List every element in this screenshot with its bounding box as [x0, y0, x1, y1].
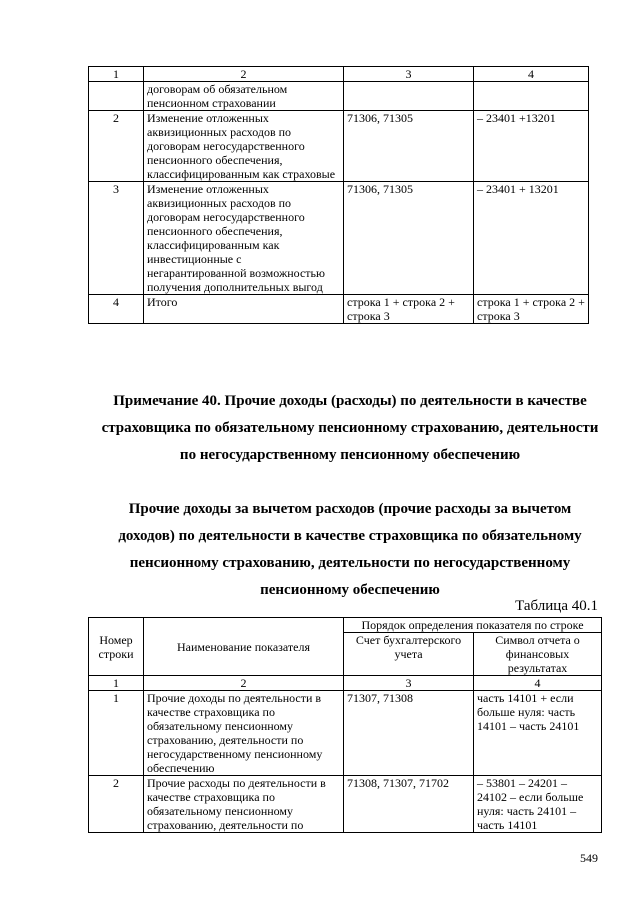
account-number — [344, 82, 474, 111]
indicator-name: Прочие расходы по деятельности в качестве страховщика по обязательному пенсионному страхованию, деятельности по — [144, 776, 344, 833]
row-number: 1 — [89, 691, 144, 776]
section-heading-line: доходов) по деятельности в качестве страховщика по обязательному — [118, 528, 582, 544]
table-header-row — [89, 67, 589, 82]
column-number-1: 1 — [89, 67, 144, 82]
table-column-numbers-row — [89, 676, 602, 691]
section-heading — [80, 496, 620, 604]
indicator-name: Изменение отложенных аквизиционных расходов по договорам негосударственного пенсионного обеспечения, классифицированным как страховые — [144, 111, 344, 182]
header-determination-group: Порядок определения показателя по строке — [344, 618, 602, 633]
header-account: Счет бухгалтерского учета — [344, 633, 474, 676]
column-number-2: 2 — [144, 676, 344, 691]
section-heading-line: пенсионному обеспечению — [260, 582, 440, 598]
table-row — [89, 776, 602, 833]
report-symbol: часть 14101 + если больше нуля: часть 14101 – часть 24101 — [474, 691, 602, 776]
report-symbol: – 23401 + 13201 — [474, 182, 589, 295]
column-number-3: 3 — [344, 676, 474, 691]
table-row — [89, 691, 602, 776]
row-number: 2 — [89, 111, 144, 182]
column-number-4: 4 — [474, 676, 602, 691]
page-number: 549 — [580, 851, 598, 865]
account-number: строка 1 + строка 2 + строка 3 — [344, 295, 474, 324]
indicator-name: договорам об обязательном пенсионном страховании — [144, 82, 344, 111]
report-symbol — [474, 82, 589, 111]
indicator-name: Итого — [144, 295, 344, 324]
report-symbol: – 23401 +13201 — [474, 111, 589, 182]
note-heading-line: Примечание 40. Прочие доходы (расходы) по деятельности в качестве — [113, 393, 587, 409]
row-number: 2 — [89, 776, 144, 833]
row-number: 3 — [89, 182, 144, 295]
column-number-4: 4 — [474, 67, 589, 82]
table-label: Таблица 40.1 — [515, 598, 598, 614]
row-number: 4 — [89, 295, 144, 324]
table-row — [89, 295, 589, 324]
account-number: 71307, 71308 — [344, 691, 474, 776]
table-row — [89, 182, 589, 295]
continuation-table — [88, 66, 589, 324]
table-header-row — [89, 618, 602, 633]
account-number: 71308, 71307, 71702 — [344, 776, 474, 833]
column-number-3: 3 — [344, 67, 474, 82]
section-heading-line: пенсионному страхованию, деятельности по негосударственному — [129, 555, 571, 571]
section-heading-line: Прочие доходы за вычетом расходов (прочие расходы за вычетом — [128, 501, 572, 517]
table-row — [89, 82, 589, 111]
header-indicator-name: Наименование показателя — [144, 618, 344, 676]
indicator-name: Изменение отложенных аквизиционных расходов по договорам негосударственного пенсионного обеспечения, классифицированным как инвестиционные с негарантированной возможностью получения дополнительных выгод — [144, 182, 344, 295]
header-report-symbol: Символ отчета о финансовых результатах — [474, 633, 602, 676]
header-row-number: Номер строки — [89, 618, 144, 676]
column-number-1: 1 — [89, 676, 144, 691]
note-heading-line: страховщика по обязательному пенсионному страхованию, деятельности — [101, 420, 599, 436]
note-heading — [80, 388, 620, 469]
table-40-1 — [88, 617, 602, 833]
indicator-name: Прочие доходы по деятельности в качестве страховщика по обязательному пенсионному страхованию, деятельности по негосударственному пенсионному обеспечению — [144, 691, 344, 776]
report-symbol: – 53801 – 24201 – 24102 – если больше нуля: часть 24101 – часть 14101 — [474, 776, 602, 833]
note-heading-line: по негосударственному пенсионному обеспечению — [179, 447, 521, 463]
row-number — [89, 82, 144, 111]
table-row — [89, 111, 589, 182]
account-number: 71306, 71305 — [344, 111, 474, 182]
account-number: 71306, 71305 — [344, 182, 474, 295]
report-symbol: строка 1 + строка 2 + строка 3 — [474, 295, 589, 324]
column-number-2: 2 — [144, 67, 344, 82]
